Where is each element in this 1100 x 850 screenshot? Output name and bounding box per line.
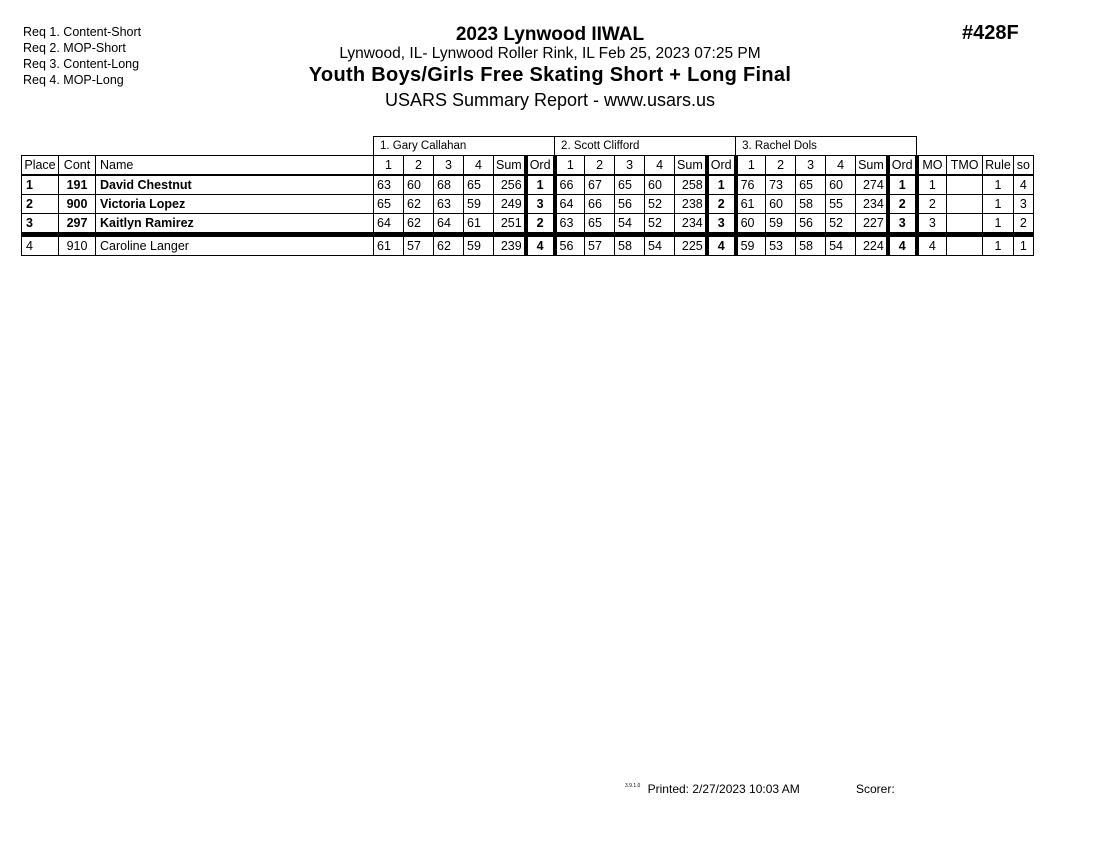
j2-ord-cell: 4 xyxy=(707,235,736,256)
report-subtitle: USARS Summary Report - www.usars.us xyxy=(384,90,716,110)
j3-score-1-cell: 59 xyxy=(736,235,766,256)
col-j1-s1: 1 xyxy=(374,156,404,176)
j3-score-4-cell: 54 xyxy=(826,235,856,256)
mo-cell: 3 xyxy=(917,214,947,235)
col-place: Place xyxy=(22,156,59,176)
so-cell: 1 xyxy=(1013,235,1033,256)
event-title: 2023 Lynwood IIWAL xyxy=(455,24,645,45)
j3-score-3-cell: 56 xyxy=(796,214,826,235)
tmo-cell xyxy=(947,175,983,195)
j2-score-4-cell: 52 xyxy=(645,214,675,235)
col-j2-s2: 2 xyxy=(585,156,615,176)
rule-cell: 1 xyxy=(983,235,1014,256)
j1-score-2-cell: 60 xyxy=(404,175,434,195)
col-j1-ord: Ord xyxy=(526,156,555,176)
event-code: #428F xyxy=(962,22,1019,44)
col-j2-s4: 4 xyxy=(645,156,675,176)
j1-score-3-cell: 62 xyxy=(434,235,464,256)
tmo-cell xyxy=(947,235,983,256)
name-cell: Caroline Langer xyxy=(96,235,374,256)
table-row xyxy=(22,214,1034,235)
col-so: so xyxy=(1013,156,1033,176)
j3-ord-cell: 2 xyxy=(888,195,917,214)
j1-ord-cell: 2 xyxy=(526,214,555,235)
requirement-item: Req 3. Content-Long xyxy=(23,57,140,71)
j1-score-2-cell: 57 xyxy=(404,235,434,256)
j2-ord-cell: 2 xyxy=(707,195,736,214)
event-location: Lynwood, IL- Lynwood Roller Rink, IL Feb 25, 2023 07:25 PM xyxy=(339,45,761,62)
j3-score-2-cell: 59 xyxy=(766,214,796,235)
j3-score-2-cell: 60 xyxy=(766,195,796,214)
j2-score-2-cell: 66 xyxy=(585,195,615,214)
col-cont: Cont xyxy=(59,156,96,176)
j3-score-4-cell: 60 xyxy=(826,175,856,195)
j2-sum-cell: 238 xyxy=(675,195,707,214)
table-row xyxy=(22,235,1034,256)
version-label: 3.9.1.0 xyxy=(625,783,641,789)
scorer-label: Scorer: xyxy=(856,782,895,796)
place-cell: 3 xyxy=(22,214,59,235)
j1-score-3-cell: 68 xyxy=(434,175,464,195)
column-header-row xyxy=(22,156,1034,176)
j1-score-2-cell: 62 xyxy=(404,195,434,214)
mo-cell: 2 xyxy=(917,195,947,214)
requirement-item: Req 4. MOP-Long xyxy=(23,73,124,87)
cont-cell: 191 xyxy=(59,175,96,195)
j3-score-1-cell: 61 xyxy=(736,195,766,214)
col-j3-s1: 1 xyxy=(736,156,766,176)
j2-sum-cell: 225 xyxy=(675,235,707,256)
col-j1-s4: 4 xyxy=(464,156,494,176)
j3-sum-cell: 274 xyxy=(856,175,888,195)
judge-1-name: 1. Gary Callahan xyxy=(374,137,555,156)
mo-cell: 1 xyxy=(917,175,947,195)
judge-header-row xyxy=(22,137,1034,156)
j1-score-3-cell: 64 xyxy=(434,214,464,235)
j3-score-3-cell: 58 xyxy=(796,235,826,256)
j1-score-1-cell: 64 xyxy=(374,214,404,235)
j2-score-2-cell: 67 xyxy=(585,175,615,195)
place-cell: 1 xyxy=(22,175,59,195)
j3-score-4-cell: 55 xyxy=(826,195,856,214)
col-mo: MO xyxy=(917,156,947,176)
requirement-item: Req 1. Content-Short xyxy=(23,25,142,39)
j1-score-3-cell: 63 xyxy=(434,195,464,214)
j2-score-3-cell: 54 xyxy=(615,214,645,235)
j3-score-2-cell: 73 xyxy=(766,175,796,195)
j2-score-4-cell: 52 xyxy=(645,195,675,214)
printed-info xyxy=(625,782,800,796)
j1-ord-cell: 1 xyxy=(526,175,555,195)
place-cell: 4 xyxy=(22,235,59,256)
col-rule: Rule xyxy=(983,156,1014,176)
results-table xyxy=(21,136,1034,256)
name-cell: Victoria Lopez xyxy=(96,195,374,214)
col-j2-ord: Ord xyxy=(707,156,736,176)
col-j1-sum: Sum xyxy=(494,156,526,176)
col-j2-s1: 1 xyxy=(555,156,585,176)
j1-score-1-cell: 63 xyxy=(374,175,404,195)
j2-score-2-cell: 57 xyxy=(585,235,615,256)
j2-score-3-cell: 58 xyxy=(615,235,645,256)
j3-score-4-cell: 52 xyxy=(826,214,856,235)
j3-ord-cell: 1 xyxy=(888,175,917,195)
j3-score-3-cell: 58 xyxy=(796,195,826,214)
so-cell: 4 xyxy=(1013,175,1033,195)
j2-score-1-cell: 56 xyxy=(555,235,585,256)
so-cell: 2 xyxy=(1013,214,1033,235)
j2-score-4-cell: 60 xyxy=(645,175,675,195)
col-j2-s3: 3 xyxy=(615,156,645,176)
col-j3-ord: Ord xyxy=(888,156,917,176)
j2-ord-cell: 1 xyxy=(707,175,736,195)
rule-cell: 1 xyxy=(983,214,1014,235)
category-title: Youth Boys/Girls Free Skating Short + Long Final xyxy=(308,64,792,86)
j2-score-1-cell: 66 xyxy=(555,175,585,195)
col-name: Name xyxy=(96,156,374,176)
cont-cell: 910 xyxy=(59,235,96,256)
place-cell: 2 xyxy=(22,195,59,214)
so-cell: 3 xyxy=(1013,195,1033,214)
j1-score-1-cell: 61 xyxy=(374,235,404,256)
j1-score-4-cell: 65 xyxy=(464,175,494,195)
judge-2-name: 2. Scott Clifford xyxy=(555,137,736,156)
j2-sum-cell: 258 xyxy=(675,175,707,195)
printed-date: Printed: 2/27/2023 10:03 AM xyxy=(647,782,800,796)
j2-score-3-cell: 65 xyxy=(615,175,645,195)
j1-ord-cell: 4 xyxy=(526,235,555,256)
table-row xyxy=(22,175,1034,195)
j1-score-4-cell: 61 xyxy=(464,214,494,235)
j1-sum-cell: 251 xyxy=(494,214,526,235)
j2-score-3-cell: 56 xyxy=(615,195,645,214)
tmo-cell xyxy=(947,195,983,214)
cont-cell: 297 xyxy=(59,214,96,235)
col-j3-s4: 4 xyxy=(826,156,856,176)
j1-sum-cell: 249 xyxy=(494,195,526,214)
j3-score-3-cell: 65 xyxy=(796,175,826,195)
name-cell: Kaitlyn Ramirez xyxy=(96,214,374,235)
j2-sum-cell: 234 xyxy=(675,214,707,235)
col-j3-s3: 3 xyxy=(796,156,826,176)
j2-score-1-cell: 63 xyxy=(555,214,585,235)
judge-3-name: 3. Rachel Dols xyxy=(736,137,917,156)
name-cell: David Chestnut xyxy=(96,175,374,195)
j1-sum-cell: 239 xyxy=(494,235,526,256)
col-j3-sum: Sum xyxy=(856,156,888,176)
col-j2-sum: Sum xyxy=(675,156,707,176)
j1-sum-cell: 256 xyxy=(494,175,526,195)
col-tmo: TMO xyxy=(947,156,983,176)
j2-ord-cell: 3 xyxy=(707,214,736,235)
j1-score-4-cell: 59 xyxy=(464,235,494,256)
j3-score-1-cell: 60 xyxy=(736,214,766,235)
j3-sum-cell: 224 xyxy=(856,235,888,256)
tmo-cell xyxy=(947,214,983,235)
j1-score-4-cell: 59 xyxy=(464,195,494,214)
col-j1-s2: 2 xyxy=(404,156,434,176)
j3-sum-cell: 234 xyxy=(856,195,888,214)
j3-score-2-cell: 53 xyxy=(766,235,796,256)
requirements-list xyxy=(23,24,141,88)
j1-ord-cell: 3 xyxy=(526,195,555,214)
j3-ord-cell: 4 xyxy=(888,235,917,256)
j2-score-4-cell: 54 xyxy=(645,235,675,256)
col-j3-s2: 2 xyxy=(766,156,796,176)
j3-score-1-cell: 76 xyxy=(736,175,766,195)
cont-cell: 900 xyxy=(59,195,96,214)
j1-score-2-cell: 62 xyxy=(404,214,434,235)
j1-score-1-cell: 65 xyxy=(374,195,404,214)
requirement-item: Req 2. MOP-Short xyxy=(23,41,126,55)
rule-cell: 1 xyxy=(983,175,1014,195)
j3-sum-cell: 227 xyxy=(856,214,888,235)
mo-cell: 4 xyxy=(917,235,947,256)
j3-ord-cell: 3 xyxy=(888,214,917,235)
col-j1-s3: 3 xyxy=(434,156,464,176)
j2-score-1-cell: 64 xyxy=(555,195,585,214)
table-row xyxy=(22,195,1034,214)
rule-cell: 1 xyxy=(983,195,1014,214)
j2-score-2-cell: 65 xyxy=(585,214,615,235)
